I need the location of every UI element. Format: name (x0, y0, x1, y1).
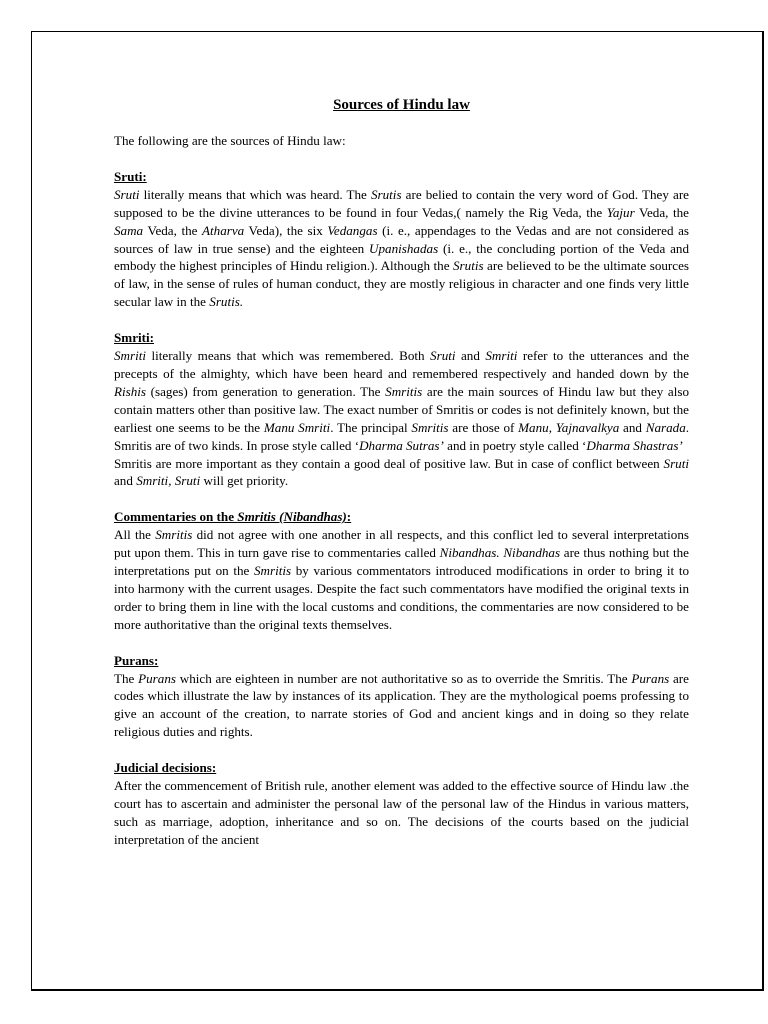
text-run: . The principal (330, 419, 412, 435)
italic-text-run: Purans (138, 670, 176, 686)
section-heading (114, 759, 689, 777)
section-heading (114, 329, 689, 347)
italic-text-run: Smriti, Sruti (136, 473, 201, 489)
section-paragraph (114, 777, 689, 849)
section-heading-italic: Smritis (Nibandhas) (237, 509, 347, 525)
italic-text-run: Purans (631, 670, 670, 686)
italic-text-run: Upanishadas (369, 240, 439, 256)
italic-text-run: Smriti (485, 348, 518, 364)
italic-text-run: Smritis (411, 419, 449, 435)
text-run: by various commentators introduced modifications in order to bring it to into harmony with the current usages. Despite the fact such commentators have modified the original texts in order to bring them in line with the local customs and conditions, the commentaries are now considered to be more authoritative than the original texts themselves. (114, 563, 690, 632)
section (114, 329, 689, 490)
section-paragraph (114, 455, 689, 491)
section-paragraph (114, 347, 689, 454)
section (114, 759, 689, 849)
text-run: and (455, 348, 486, 364)
text-run: are codes which illustrate the law by instances of its application. They are the mythological poems professing to give an account of the creation, to narrate stories of God and ancient kings and in doing so they relate religious duties and rights. (114, 670, 689, 740)
italic-text-run: Rishis (114, 383, 147, 399)
italic-text-run: Srutis (453, 258, 484, 274)
text-run: (i. e., the concluding portion of the Veda and embody the highest principles of Hindu religion.). Although the (114, 240, 689, 274)
sections-container (114, 168, 689, 849)
section-heading-text: Commentaries on the (114, 509, 238, 525)
italic-text-run: Sruti (430, 348, 456, 364)
italic-text-run: Sruti (663, 455, 689, 471)
text-run: did not agree with one another in all respects, and this conflict led to several interpretations put upon them. This in turn gave rise to commentaries called (114, 527, 689, 561)
italic-text-run: Smritis (254, 563, 292, 579)
italic-text-run: Sama (114, 222, 144, 238)
text-run: literally means that which was heard. The (139, 186, 371, 202)
section-heading-text: Judicial decisions: (114, 760, 217, 776)
document-body (114, 96, 689, 867)
text-run: are the main sources of Hindu law but they also contain matters other than positive law. The exact number of Smritis or codes is not definitely known, but the earliest one seems to be the (114, 383, 690, 435)
text-run: Smritis are more important as they contain a good deal of positive law. But in case of conflict between (114, 455, 664, 471)
text-run: The (114, 670, 139, 686)
section-paragraph (114, 526, 689, 633)
text-run: are believed to be the ultimate sources of law, in the sense of rules of human conduct, they are mostly religious in character and one finds very little secular law in the (114, 258, 689, 310)
text-run: are thus nothing but the interpretations put on the (114, 545, 689, 579)
section (114, 168, 689, 311)
section-heading-text: Smriti: (114, 330, 154, 346)
section (114, 652, 689, 742)
italic-text-run: Narada (645, 419, 686, 435)
text-run: (i. e., appendages to the Vedas and are not considered as sources of law in true sense) and the eighteen (114, 222, 689, 256)
italic-text-run: Dharma Shastras’ (586, 437, 683, 453)
text-run: literally means that which was remembered. Both (146, 348, 431, 364)
text-run: will get priority. (200, 473, 289, 489)
italic-text-run: Smritis (385, 383, 423, 399)
text-run: and in poetry style called ‘ (443, 437, 587, 453)
italic-text-run: Yajur (606, 204, 635, 220)
text-run: are those of (448, 419, 519, 435)
section-heading (114, 508, 689, 526)
text-run: Veda), the six (244, 222, 328, 238)
italic-text-run: Nibandhas. Nibandhas (439, 545, 561, 561)
italic-text-run: Sruti (114, 186, 140, 202)
intro-text: The following are the sources of Hindu law: (114, 133, 346, 148)
italic-text-run: Smriti (114, 348, 147, 364)
section-heading-text: Purans: (114, 652, 159, 668)
text-run: All the (114, 527, 156, 543)
text-run: Veda, the (634, 204, 689, 220)
section-heading-suffix: : (346, 509, 352, 525)
section-paragraph (114, 186, 689, 311)
italic-text-run: Srutis. (209, 294, 244, 310)
section-heading-text: Sruti: (114, 168, 147, 184)
text-run: After the commencement of British rule, another element was added to the effective source of Hindu law .the court has to ascertain and administer the personal law of the personal law of the Hindus in various matters, such as marriage, adoption, inheritance and so on. The decisions of the courts based on the judicial interpretation of the ancient (114, 778, 689, 847)
text-run: . Smritis are of two kinds. In prose style called ‘ (114, 419, 690, 453)
text-run: and (619, 419, 646, 435)
italic-text-run: Manu, Yajnavalkya (518, 419, 620, 435)
text-run: which are eighteen in number are not authoritative so as to override the Smritis. The (175, 670, 632, 686)
section (114, 508, 689, 633)
italic-text-run: Smritis (155, 527, 193, 543)
text-run: Veda, the (143, 222, 203, 238)
text-run: (sages) from generation to generation. The (146, 383, 386, 399)
section-heading (114, 168, 689, 186)
italic-text-run: Manu Smriti (263, 419, 331, 435)
document-title: Sources of Hindu law (333, 97, 470, 113)
italic-text-run: Atharva (202, 222, 245, 238)
section-paragraph (114, 670, 689, 742)
italic-text-run: Srutis (370, 186, 402, 202)
italic-text-run: Vedangas (327, 222, 378, 238)
text-run: are belied to contain the very word of God. They are supposed to be the divine utterances to be found in four Vedas,( namely the Rig Veda, the (114, 186, 689, 220)
section-heading (114, 652, 689, 670)
document-page (31, 31, 764, 991)
italic-text-run: Dharma Sutras’ (359, 437, 444, 453)
text-run: refer to the utterances and the precepts of the almighty, which have been heard and remembered respectively and handed down by the (114, 348, 690, 381)
text-run: and (114, 473, 137, 489)
